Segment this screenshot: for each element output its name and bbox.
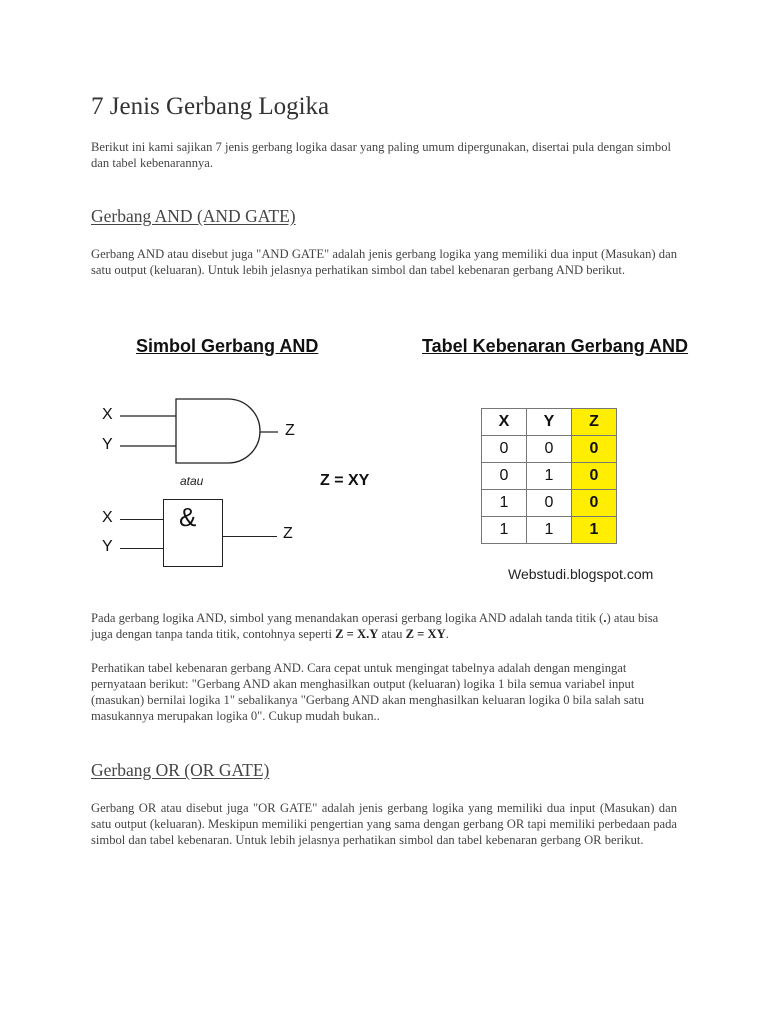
- and-description: Gerbang AND atau disebut juga "AND GATE" adalah jenis gerbang logika yang memiliki dua input (Masukan) dan satu output (keluaran). Untuk lebih jelasnya perhatikan simbol dan tabel kebenaran gerbang AND berikut.: [91, 247, 677, 277]
- input-y-label: Y: [102, 436, 113, 453]
- table-header-row: [482, 409, 617, 436]
- input-y-line-iec: [120, 548, 163, 549]
- and-gate-figure: [88, 326, 688, 590]
- atau-label: atau: [180, 474, 204, 488]
- figure-watermark: Webstudi.blogspot.com: [508, 566, 654, 582]
- table-row: [482, 517, 617, 544]
- output-z-label-iec: Z: [283, 525, 293, 542]
- and-notation-text-2: ) atau bisa juga dengan tanpa tanda titik, contohnya seperti: [91, 611, 659, 641]
- dot-symbol: .: [603, 611, 607, 625]
- iec-and-gate-box: [163, 499, 223, 567]
- and-notation-paragraph: [91, 610, 677, 642]
- ampersand-symbol: &: [179, 502, 197, 532]
- input-x-line-iec: [120, 519, 163, 520]
- and-truth-explanation: Perhatikan tabel kebenaran gerbang AND. Cara cepat untuk mengingat tabelnya adalah dengan mengingat pernyataan berikut: "Gerbang AND akan menghasilkan output (keluaran) logika 1 bila semua variabel input (masukan) bernilai logika 1" sebalikanya "Gerbang AND akan menghasilkan keluaran logika 0 bila salah satu masukannya merupakan logika 0". Cukup mudah bukan..: [91, 661, 645, 723]
- table-row: [482, 490, 617, 517]
- and-notation-atau: atau: [378, 627, 406, 641]
- input-x-label-iec: X: [102, 509, 113, 526]
- equation-dot: Z = X.Y: [335, 627, 379, 641]
- and-gate-shape: [176, 399, 260, 463]
- input-x-label: X: [102, 406, 113, 423]
- cell-z: 0: [572, 463, 617, 490]
- and-truth-table: [481, 408, 617, 544]
- or-description: Gerbang OR atau disebut juga "OR GATE" adalah jenis gerbang logika yang memiliki dua input (Masukan) dan satu output (keluaran). Meskipun memiliki pengertian yang sama dengan gerbang OR tapi memiliki perbedaan pada simbol dan tabel kebenaran. Untuk lebih jelasnya perhatikan simbol dan tabel kebenaran gerbang OR berikut.: [91, 801, 677, 847]
- header-x: X: [482, 409, 527, 436]
- cell-y: 0: [527, 436, 572, 463]
- cell-x: 1: [482, 517, 527, 544]
- output-z-label: Z: [285, 422, 295, 439]
- cell-y: 1: [527, 463, 572, 490]
- cell-y: 1: [527, 517, 572, 544]
- table-row: [482, 436, 617, 463]
- symbol-title: Simbol Gerbang AND: [136, 336, 319, 356]
- intro-paragraph: Berikut ini kami sajikan 7 jenis gerbang logika dasar yang paling umum dipergunakan, disertai pula dengan simbol dan tabel kebenarannya.: [91, 140, 672, 170]
- cell-x: 0: [482, 436, 527, 463]
- input-y-label-iec: Y: [102, 538, 113, 555]
- cell-z: 0: [572, 490, 617, 517]
- header-y: Y: [527, 409, 572, 436]
- cell-z: 0: [572, 436, 617, 463]
- and-notation-text-1: Pada gerbang logika AND, simbol yang menandakan operasi gerbang logika AND adalah tanda titik (: [91, 611, 604, 625]
- cell-x: 1: [482, 490, 527, 517]
- cell-x: 0: [482, 463, 527, 490]
- cell-y: 0: [527, 490, 572, 517]
- page-title: 7 Jenis Gerbang Logika: [91, 93, 330, 120]
- and-formula: Z = XY: [320, 472, 370, 489]
- and-section-heading: Gerbang AND (AND GATE): [91, 206, 296, 226]
- equation-plain: Z = XY: [405, 627, 446, 641]
- and-gate-symbol: [88, 326, 328, 476]
- truth-table-title: Tabel Kebenaran Gerbang AND: [422, 336, 689, 356]
- cell-z: 1: [572, 517, 617, 544]
- header-z: Z: [572, 409, 617, 436]
- table-row: [482, 463, 617, 490]
- or-section-heading: Gerbang OR (OR GATE): [91, 760, 270, 780]
- output-z-line-iec: [223, 536, 277, 537]
- and-notation-end: .: [445, 627, 449, 641]
